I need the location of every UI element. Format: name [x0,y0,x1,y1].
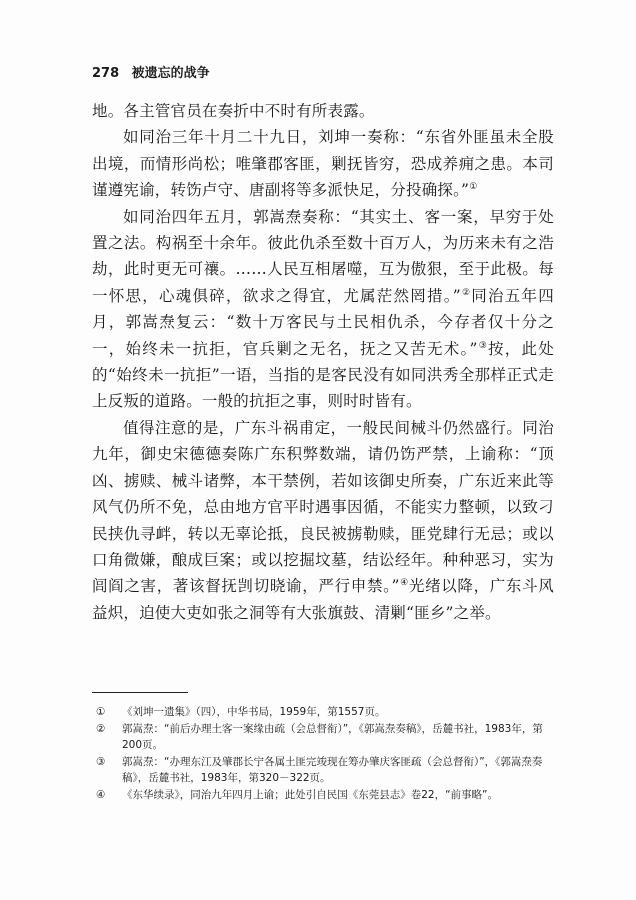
footnote [92,754,562,787]
footnote-mark: ③ [96,755,106,768]
footnote-text: 《东华续录》，同治九年四月上谕；此处引自民国《东莞县志》卷22，“前事略”。 [122,788,498,801]
footnote-ref[interactable]: ① [469,182,478,193]
paragraph-text: 同治五年四月，郭嵩焘复云：“数十万客民与土民相仇杀，今存者仅十分之一，始终未一抗拒，官兵剿之无名，抚之又苦无术。” [92,286,554,358]
footnote-ref[interactable]: ② [460,287,472,298]
footnote-mark: ① [96,706,106,718]
running-header [92,62,210,81]
footnote [92,787,562,804]
paragraph-text: 地。各主管官员在奏折中不时有所表露。 [92,102,375,120]
paragraph [92,204,554,415]
paragraph-text: 按，此处的“始终未一抗拒”一语，当指的是客民没有如同洪秀全那样正式走上反叛的道路。一般的抗拒之事，则时时皆有。 [92,339,554,411]
footnote-divider [92,692,188,693]
footnote [92,704,562,721]
paragraph-text: 值得注意的是，广东斗祸甫定，一般民间械斗仍然盛行。同治九年，御史宋德德奏陈广东积弊数端，请仍饬严禁，上谕称：“顶凶、掳赎、械斗诸弊，本干禁例，若如该御史所奏，广东近来此等风气仍所不免，总由地方官平时遇事因循，不能实力整顿，以致刁民挟仇寻衅，转以无辜论抵，良民被掳勒赎，匪党肆行无忌；或以口角微嫌，酿成巨案；或以挖掘坟墓，结讼经年。种种恶习，实为闾阎之害，著该督抚剀切晓谕，严行申禁。” [92,418,554,596]
footnote-mark: ④ [96,788,106,801]
paragraph-text: 光绪以降，广东斗风益炽，迫使大吏如张之洞等有大张旗鼓、清剿“匪乡”之举。 [92,577,554,622]
footnote-ref[interactable]: ③ [477,340,489,351]
page-number: 278 [92,66,120,81]
footnote-ref[interactable]: ④ [399,578,409,589]
footnote-mark: ② [96,722,106,735]
footnote [92,721,562,754]
body-text [92,98,554,626]
paragraph-text: 如同治三年十月二十九日，刘坤一奏称：“东省外匪虽未全股出境，而情形尚松；唯肇郡客匪，剿抚皆穷，恐成养痈之患。本司谨遵宪谕，转饬卢守、唐副将等多派快足，分投确探。” [92,128,554,200]
paragraph [92,98,554,124]
footnote-text: 《刘坤一遗集》（四），中华书局，1959年，第1557页。 [122,706,386,718]
paragraph [92,124,554,203]
book-title: 被遗忘的战争 [131,66,210,81]
paragraph-text: 如同治四年五月，郭嵩焘奏称：“其实土、客一案，早穷于处置之法。构祸至十余年。彼此仇杀至数十百万人，为历来未有之浩劫，此时更无可禳。……人民互相屠噬，互为傲狠，至于此极。每一怀思，心魂俱碎，欲求之得宜，尤属茫然罔措。” [92,207,554,305]
paragraph [92,415,554,626]
footnotes [92,704,562,803]
footnote-text: 郭嵩焘：“前后办理土客一案缘由疏（会总督衔）”，《郭嵩焘奏稿》，岳麓书社，1983年，第200页。 [122,722,543,751]
footnote-text: 郭嵩焘：“办理东江及肇郡长宁各属土匪完竣现在筹办肇庆客匪疏（会总督衔）”，《郭嵩焘奏稿》，岳麓书社，1983年，第320－322页。 [122,755,543,784]
